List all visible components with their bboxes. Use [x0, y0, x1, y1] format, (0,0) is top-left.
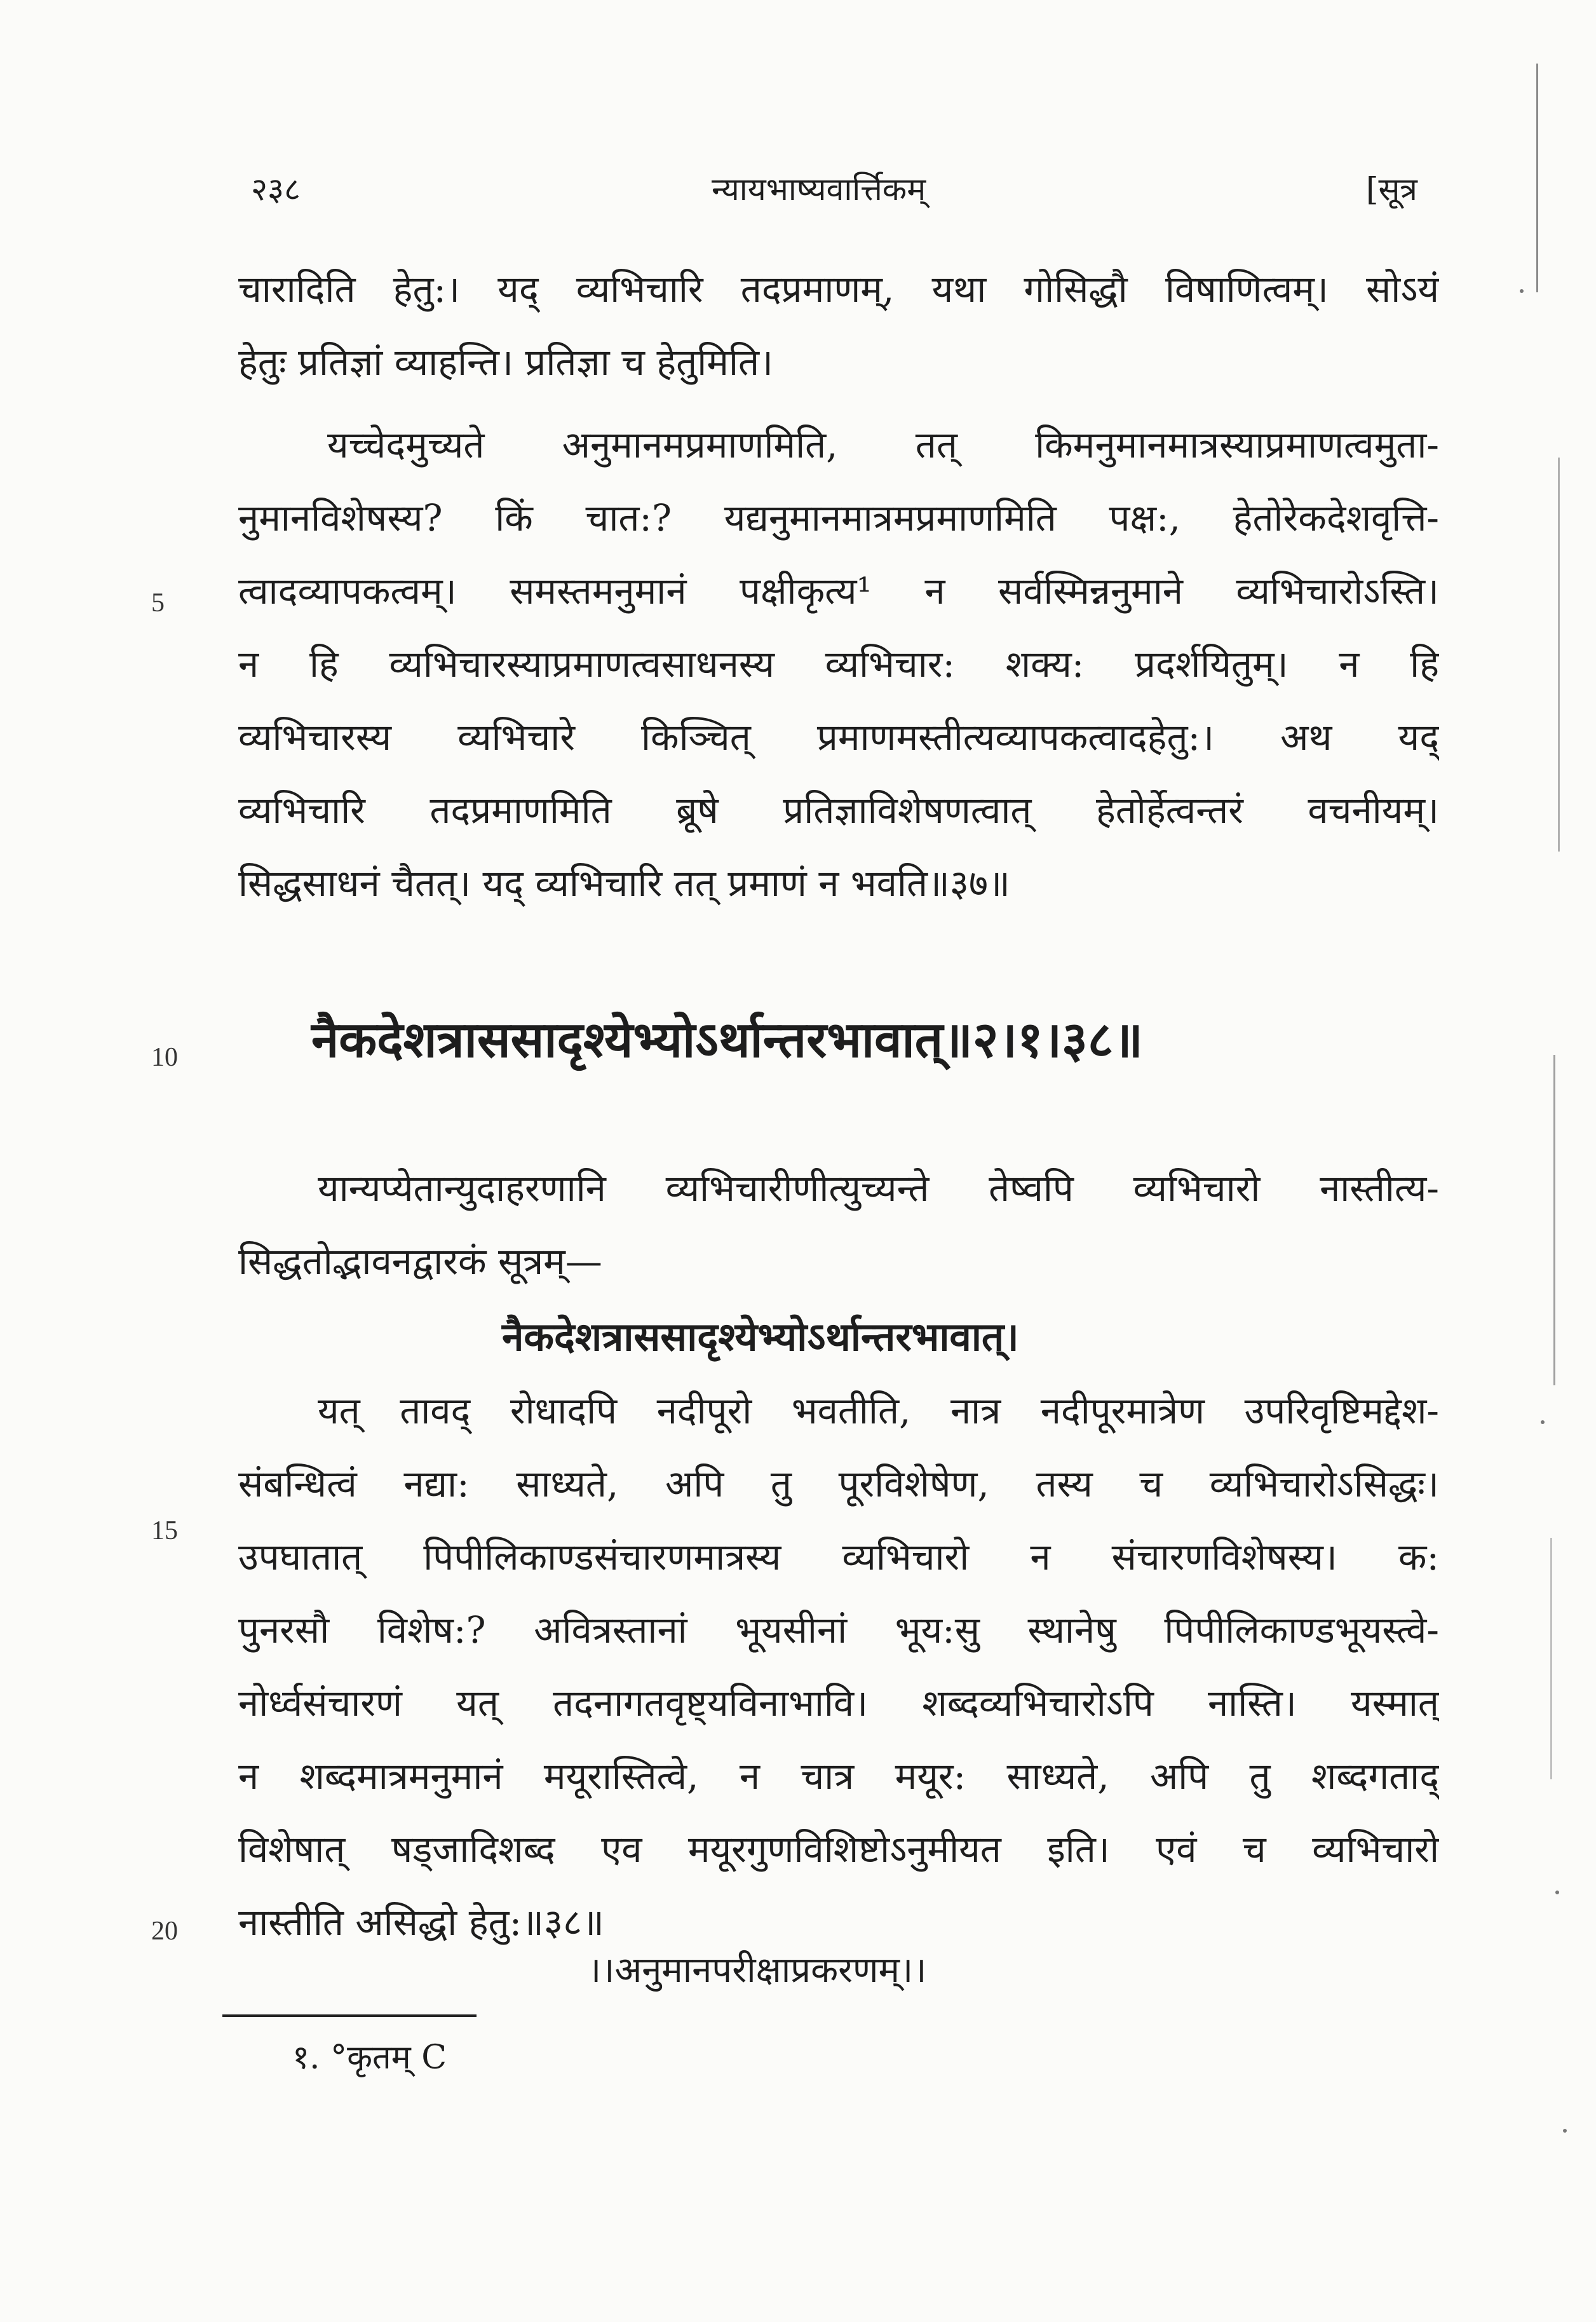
text-line: नुमानविशेषस्य? किं चात:? यद्यनुमानमात्रमप्रमाणमिति पक्ष:, हेतोरेकदेशवृत्ति-: [238, 496, 1439, 540]
text-line: व्यभिचारस्य व्यभिचारे किञ्चित् प्रमाणमस्तीत्यव्यापकत्वादहेतु:। अथ यद्: [238, 716, 1439, 759]
scan-edge-mark: [1536, 64, 1538, 292]
text-line: नास्तीति असिद्धो हेतु:॥३८॥: [238, 1901, 604, 1944]
text-line: व्यभिचारि तदप्रमाणमिति ब्रूषे प्रतिज्ञाविशेषणत्वात् हेतोर्हेत्वन्तरं वचनीयम्।: [238, 789, 1439, 832]
sutra-repeat: नैकदेशत्राससादृश्येभ्योऽर्थान्तरभावात्।: [502, 1314, 1019, 1360]
section-colophon: ।।अनुमानपरीक्षाप्रकरणम्।।: [588, 1950, 927, 1991]
text-line: सिद्धसाधनं चैतत्। यद् व्यभिचारि तत् प्रमाणं न भवति॥३७॥: [238, 862, 1010, 905]
scan-edge-mark: [1558, 458, 1560, 852]
line-number: 20: [151, 1917, 178, 1946]
text-line: न शब्दमात्रमनुमानं मयूरास्तित्वे, न चात्र मयूर: साध्यते, अपि तु शब्दगताद्: [238, 1755, 1439, 1798]
text-line: संबन्धित्वं नद्या: साध्यते, अपि तु पूरविशेषेण, तस्य च व्यभिचारोऽसिद्धः।: [238, 1462, 1439, 1505]
footnote: १. °कृतम् C: [292, 2039, 447, 2077]
line-number: 15: [151, 1516, 178, 1545]
scan-edge-mark: [1550, 1538, 1552, 1779]
line-number: 5: [151, 588, 165, 618]
text-line: हेतुः प्रतिज्ञां व्याहन्ति। प्रतिज्ञा च हेतुमिति।: [238, 341, 774, 384]
scan-speck: [1541, 1420, 1545, 1424]
page-number: २३८: [251, 171, 301, 208]
text-line: विशेषात् षड्जादिशब्द एव मयूरगुणविशिष्टोऽनुमीयत इति। एवं च व्यभिचारो: [238, 1828, 1439, 1871]
running-title: न्यायभाष्यवार्त्तिकम्: [712, 171, 926, 208]
footnote-rule: [222, 2014, 477, 2017]
text-line: पुनरसौ विशेष:? अवित्रस्तानां भूयसीनां भूय:सु स्थानेषु पिपीलिकाण्डभूयस्त्वे-: [238, 1608, 1439, 1652]
section-marker: [सूत्र: [1366, 171, 1417, 208]
text-line: सिद्धतोद्भावनद्वारकं सूत्रम्—: [238, 1240, 602, 1283]
text-line: यच्चेदमुच्यते अनुमानमप्रमाणमिति, तत् किमनुमानमात्रस्याप्रमाणत्वमुता-: [327, 423, 1439, 466]
text-line: यान्यप्येतान्युदाहरणानि व्यभिचारीणीत्युच्यन्ते तेष्वपि व्यभिचारो नास्तीत्य-: [318, 1167, 1439, 1210]
scan-speck: [1555, 1891, 1559, 1894]
line-number: 10: [151, 1043, 178, 1072]
scan-speck: [1520, 289, 1524, 293]
text-line: नोर्ध्वसंचारणं यत् तदनागतवृष्ट्यविनाभावि। शब्दव्यभिचारोऽपि नास्ति। यस्मात्: [238, 1681, 1439, 1725]
sutra-heading: नैकदेशत्राससादृश्येभ्योऽर्थान्तरभावात्॥२।१।३८॥: [311, 1011, 1143, 1069]
text-line: चारादिति हेतु:। यद् व्यभिचारि तदप्रमाणम्, यथा गोसिद्धौ विषाणित्वम्। सोऽयं: [238, 268, 1439, 311]
scan-edge-mark: [1553, 1055, 1555, 1385]
text-line: उपघातात् पिपीलिकाण्डसंचारणमात्रस्य व्यभिचारो न संचारणविशेषस्य। क:: [238, 1535, 1439, 1579]
scan-speck: [1563, 2129, 1567, 2133]
text-line: यत् तावद् रोधादपि नदीपूरो भवतीति, नात्र नदीपूरमात्रेण उपरिवृष्टिमद्देश-: [318, 1389, 1439, 1432]
text-line: त्वादव्यापकत्वम्। समस्तमनुमानं पक्षीकृत्य¹ न सर्वस्मिन्ननुमाने व्यभिचारोऽस्ति।: [238, 569, 1439, 613]
text-line: न हि व्यभिचारस्याप्रमाणत्वसाधनस्य व्यभिचार: शक्य: प्रदर्शयितुम्। न हि: [238, 642, 1439, 686]
